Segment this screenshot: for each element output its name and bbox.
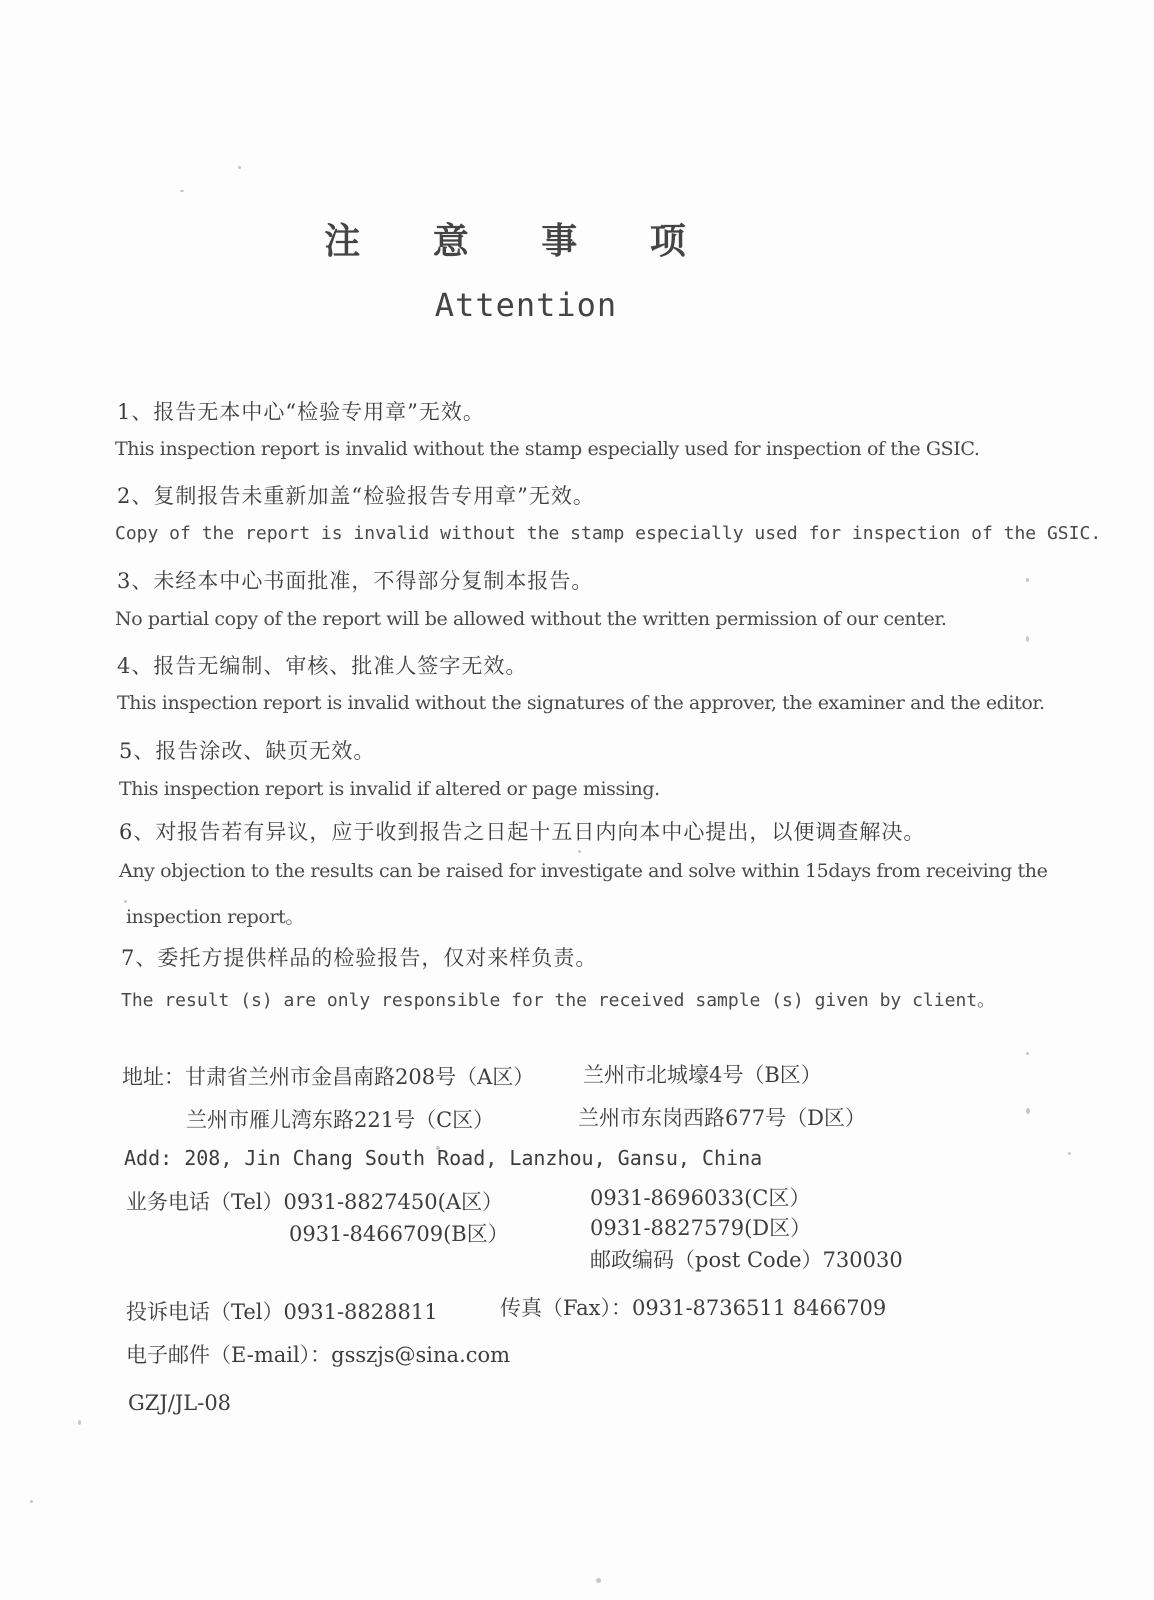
item-1-en: This inspection report is invalid without the stamp especially used for inspection of the GSIC. (115, 438, 980, 460)
address-en: Add: 208, Jin Chang South Road, Lanzhou, Gansu, China (124, 1146, 763, 1170)
item-7-en: The result (s) are only responsible for the received sample (s) given by client。 (121, 990, 996, 1011)
scan-speck (1068, 1152, 1071, 1155)
business-tel-b: 0931-8466709(B区） (289, 1222, 509, 1246)
item-3-en: No partial copy of the report will be allowed without the written permission of our center. (115, 608, 947, 630)
item-5-cn: 5、报告涂改、缺页无效。 (119, 739, 376, 763)
page-title-en: Attention (434, 286, 618, 324)
document-code: GZJ/JL-08 (128, 1391, 232, 1415)
fax: 传真（Fax）：0931-8736511 8466709 (500, 1296, 887, 1320)
item-1-cn: 1、报告无本中心“检验专用章”无效。 (117, 400, 485, 424)
item-6-en: Any objection to the results can be raised for investigate and solve within 15days from receiving the (119, 860, 1048, 882)
scan-speck (78, 1420, 81, 1425)
item-3-cn: 3、未经本中心书面批准，不得部分复制本报告。 (117, 569, 594, 593)
scan-speck (1026, 578, 1029, 582)
email: 电子邮件（E-mail）：gsszjs@sina.com (126, 1343, 511, 1367)
address-c: 兰州市雁儿湾东路221号（C区） (186, 1108, 495, 1132)
item-7-cn: 7、委托方提供样品的检验报告，仅对来样负责。 (121, 946, 598, 970)
business-tel-a: 业务电话（Tel）0931-8827450(A区） (126, 1190, 503, 1214)
item-5-en: This inspection report is invalid if altered or page missing. (119, 778, 660, 800)
item-6-en-cont: inspection report。 (126, 906, 304, 928)
page-title-cn: 注 意 事 项 (324, 220, 716, 262)
scan-speck (578, 850, 581, 853)
scan-speck (1026, 1108, 1030, 1114)
address-d: 兰州市东岗西路677号（D区） (578, 1106, 866, 1130)
scan-speck (238, 166, 241, 169)
item-4-en: This inspection report is invalid without the signatures of the approver, the examiner and the editor. (117, 692, 1045, 714)
scan-speck (1026, 1052, 1029, 1055)
address-b: 兰州市北城壕4号（B区） (583, 1063, 822, 1087)
item-4-cn: 4、报告无编制、审核、批准人签字无效。 (117, 654, 528, 678)
scan-speck (596, 1578, 601, 1583)
post-code: 邮政编码（post Code）730030 (590, 1248, 903, 1272)
address-a: 地址：甘肃省兰州市金昌南路208号（A区） (122, 1065, 535, 1089)
scan-speck (180, 190, 184, 192)
business-tel-d: 0931-8827579(D区） (590, 1216, 812, 1240)
item-2-cn: 2、复制报告未重新加盖“检验报告专用章”无效。 (117, 484, 595, 508)
item-2-en: Copy of the report is invalid without the stamp especially used for inspection of the GSIC. (115, 523, 1102, 544)
complaint-tel: 投诉电话（Tel）0931-8828811 (126, 1300, 438, 1324)
business-tel-c: 0931-8696033(C区） (590, 1186, 811, 1210)
item-6-cn: 6、对报告若有异议，应于收到报告之日起十五日内向本中心提出，以便调查解决。 (119, 820, 926, 844)
scan-speck (30, 1500, 33, 1503)
scan-speck (1026, 636, 1029, 642)
